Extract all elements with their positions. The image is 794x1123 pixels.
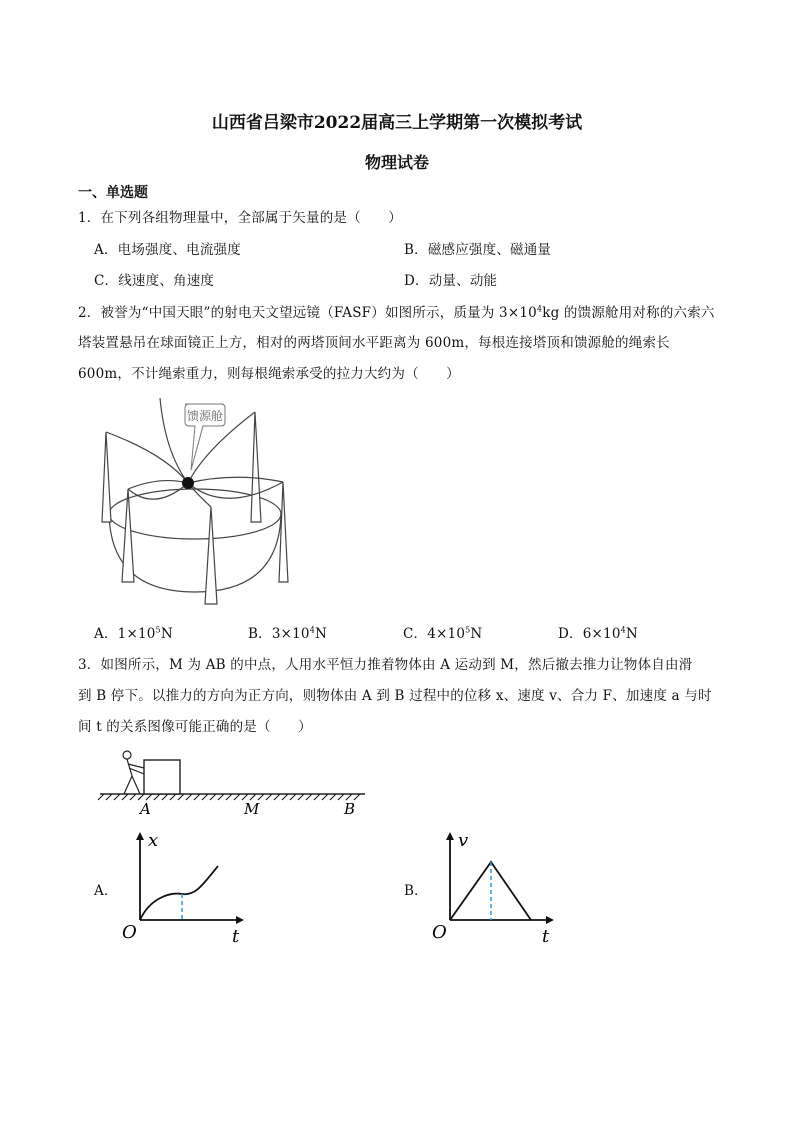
- telescope-figure: [95, 392, 295, 612]
- graph-a-option: A．: [94, 883, 118, 899]
- q1-option-c: C．线速度、角速度: [94, 273, 215, 289]
- tower-left-back: [102, 432, 111, 522]
- graph-b-y-arrow: [446, 832, 454, 840]
- tower-left-front: [122, 489, 134, 582]
- q2-line-2: 塔装置悬吊在球面镜正上方，相对的两塔顶间水平距离为 600m，每根连接塔顶和馈源舱的绳索长: [78, 335, 670, 351]
- graph-a-y-label: x: [148, 830, 159, 851]
- graph-b-x-arrow: [546, 916, 554, 924]
- page-title: 山西省吕梁市2022届高三上学期第一次模拟考试: [211, 113, 583, 133]
- graph-b-vt: [430, 828, 570, 946]
- q2-option-a: A．$1\times 10^5N$: [94, 625, 173, 642]
- callout-label: 馈源舱: [186, 409, 224, 423]
- q2-line-3: 600m，不计绳索重力，则每根绳索承受的拉力大约为（ ）: [78, 366, 460, 382]
- q3-line-1: 3．如图所示，M 为 AB 的中点，人用水平恒力推着物体由 A 运动到 M，然后撤去推力让物体自由滑: [78, 657, 693, 673]
- tower-right-back: [251, 412, 261, 522]
- q2-line-1: 2．被誉为“中国天眼”的射电天文望远镜（FASF）如图所示，质量为 $3\times 10^4kg$ 的馈源舱用对称的六索六: [78, 304, 715, 321]
- point-b-label: B: [344, 800, 356, 818]
- block: [144, 760, 180, 794]
- q3-line-3: 间 t 的关系图像可能正确的是（ ）: [78, 719, 312, 735]
- q1-option-a: A．电场强度、电流强度: [94, 242, 241, 258]
- section-heading: 一、单选题: [78, 185, 148, 201]
- q2-option-b: B．$3\times 10^4N$: [248, 625, 328, 642]
- q2-option-c: C．$4\times 10^5N$: [403, 625, 483, 642]
- tower-right-front: [279, 482, 288, 582]
- push-figure: [100, 746, 370, 821]
- q1-stem: 1．在下列各组物理量中，全部属于矢量的是（ ）: [78, 210, 402, 226]
- graph-a-y-arrow: [136, 832, 144, 840]
- q2-option-d: D．$6\times 10^4N$: [558, 625, 638, 642]
- graph-a-x-label: t: [232, 926, 240, 947]
- graph-b-origin: O: [432, 922, 447, 943]
- point-m-label: M: [244, 800, 260, 818]
- graph-b-x-label: t: [542, 926, 550, 947]
- q1-option-b: B．磁感应强度、磁通量: [404, 242, 552, 258]
- graph-b-y-label: v: [458, 830, 469, 851]
- graph-a-xt: [120, 828, 260, 946]
- page-subtitle: 物理试卷: [364, 153, 429, 172]
- q1-option-d: D．动量、动能: [404, 273, 498, 289]
- graph-a-x-arrow: [236, 916, 244, 924]
- feed-cabin: [182, 477, 194, 489]
- q3-line-2: 到 B 停下。以推力的方向为正方向，则物体由 A 到 B 过程中的位移 x、速度 v、合力 F、加速度 a 与时: [78, 688, 712, 704]
- tower-front: [205, 507, 217, 604]
- ground-hatching: [98, 794, 360, 800]
- point-a-label: A: [140, 800, 151, 818]
- graph-a-origin: O: [122, 922, 137, 943]
- graph-b-option: B．: [404, 883, 428, 899]
- person: [123, 751, 144, 794]
- graph-a-curve: [140, 866, 218, 920]
